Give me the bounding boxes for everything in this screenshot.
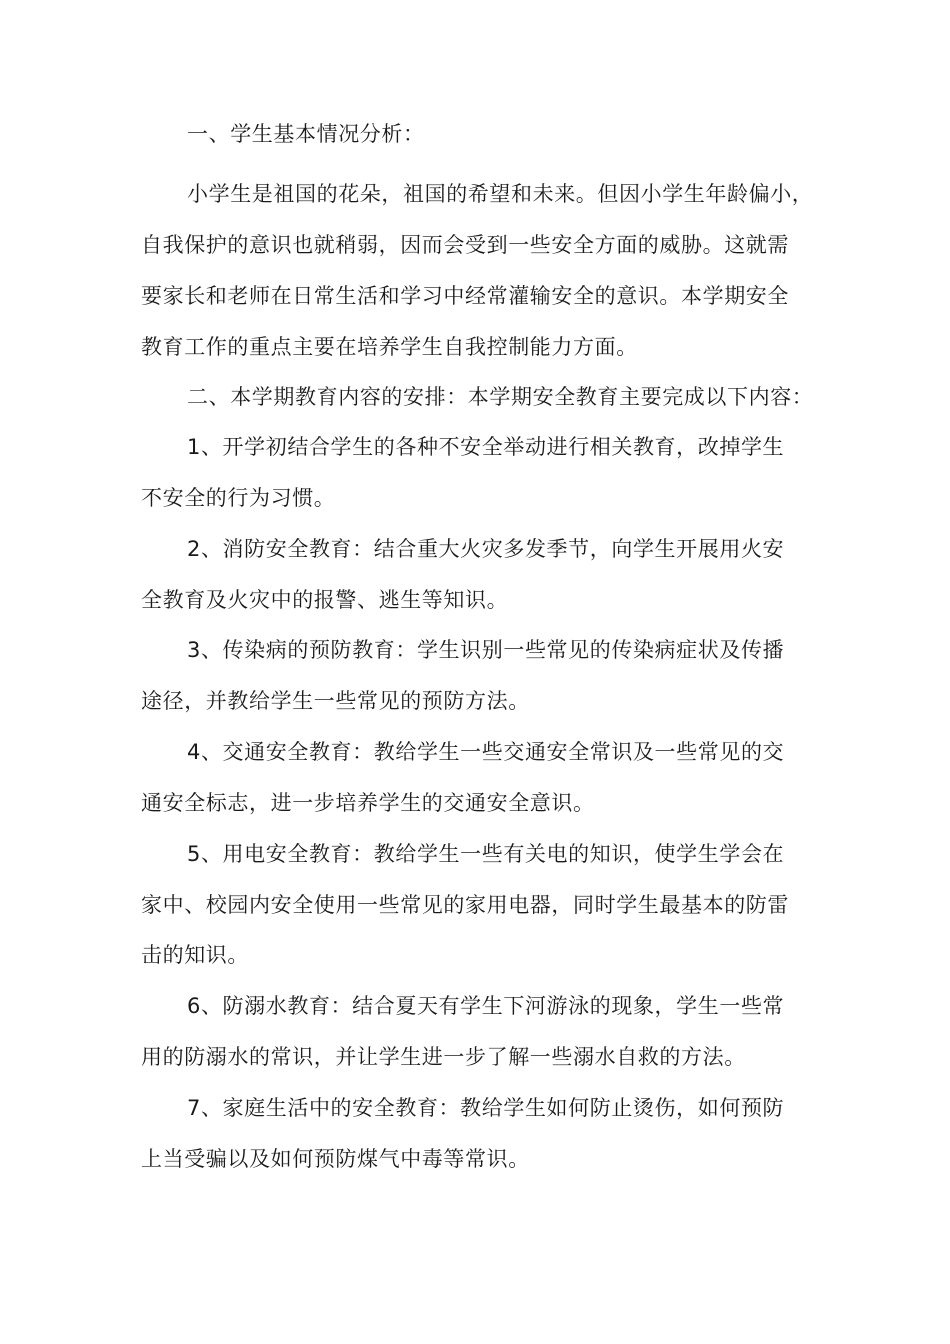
item-2-line: 全教育及火灾中的报警、逃生等知识。 <box>141 588 509 612</box>
para1-line: 小学生是祖国的花朵，祖国的希望和未来。但因小学生年龄偏小， <box>187 182 814 206</box>
item-6-line: 用的防溺水的常识，并让学生进一步了解一些溺水自救的方法。 <box>141 1045 746 1069</box>
item-4-line: 通安全标志，进一步培养学生的交通安全意识。 <box>141 791 595 815</box>
item-5-line: 5、用电安全教育：教给学生一些有关电的知识，使学生学会在 <box>187 842 785 866</box>
item-5-line: 击的知识。 <box>141 943 249 967</box>
para1-line: 教育工作的重点主要在培养学生自我控制能力方面。 <box>141 335 638 359</box>
item-4-line: 4、交通安全教育：教给学生一些交通安全常识及一些常见的交 <box>187 740 785 764</box>
item-7-line: 7、家庭生活中的安全教育：教给学生如何防止烫伤，如何预防 <box>187 1096 785 1120</box>
item-3-line: 途径，并教给学生一些常见的预防方法。 <box>141 689 530 713</box>
item-1-line: 1、开学初结合学生的各种不安全举动进行相关教育，改掉学生 <box>187 435 785 459</box>
section2-heading: 二、本学期教育内容的安排：本学期安全教育主要完成以下内容： <box>187 385 814 409</box>
item-7-line: 上当受骗以及如何预防煤气中毒等常识。 <box>141 1147 530 1171</box>
para1-line: 要家长和老师在日常生活和学习中经常灌输安全的意识。本学期安全 <box>141 284 789 308</box>
item-6-line: 6、防溺水教育：结合夏天有学生下河游泳的现象，学生一些常 <box>187 994 785 1018</box>
item-2-line: 2、消防安全教育：结合重大火灾多发季节，向学生开展用火安 <box>187 537 785 561</box>
item-3-line: 3、传染病的预防教育：学生识别一些常见的传染病症状及传播 <box>187 638 785 662</box>
section1-heading: 一、学生基本情况分析： <box>187 122 425 146</box>
item-1-line: 不安全的行为习惯。 <box>141 486 336 510</box>
para1-line: 自我保护的意识也就稍弱，因而会受到一些安全方面的威胁。这就需 <box>141 233 789 257</box>
item-5-line: 家中、校园内安全使用一些常见的家用电器，同时学生最基本的防雷 <box>141 893 789 917</box>
